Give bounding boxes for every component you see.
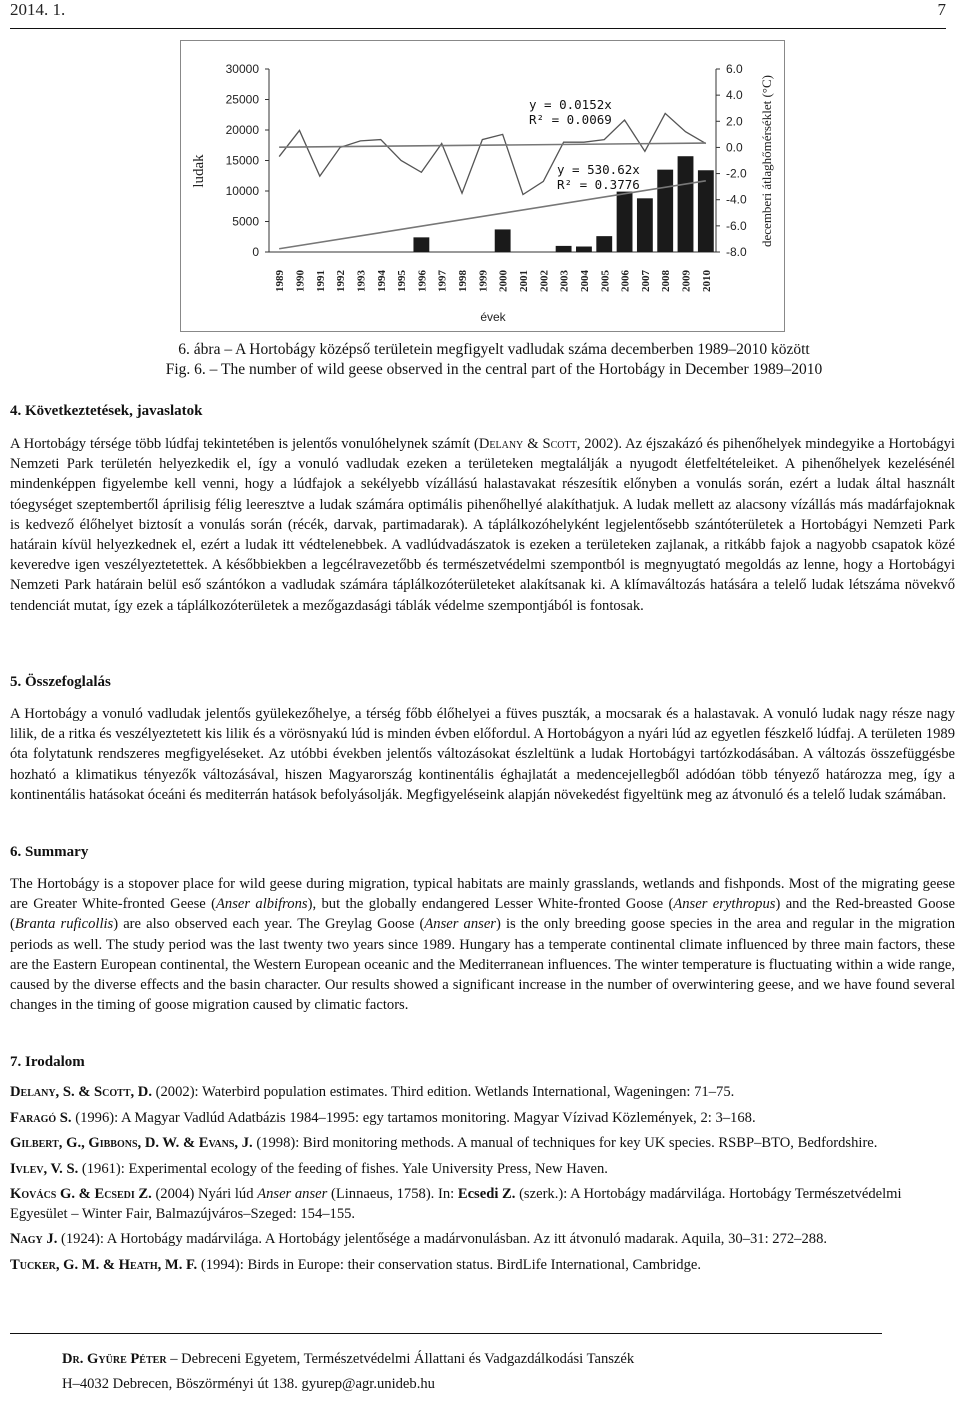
temperature-line [279,113,706,194]
y2-tick-label: 0.0 [726,140,743,155]
section-4-text [10,434,955,616]
bar [556,246,572,252]
x-tick-label: 2002 [538,270,551,292]
equation-temperature: y = 0.0152x [529,97,612,112]
reference-text: Anser anser [257,1186,328,1202]
x-tick-label: 2009 [680,270,693,292]
bar [637,198,653,252]
x-tick-label: 1990 [294,270,307,292]
s6-text-d: ) are also observed each year. The Greylag Goose ( [113,916,425,933]
s4-text-b: , 2002). Az éjszakázó és pihenőhelyek mindegyike a Hortobágyi Nemzeti Park területén helyezkedik el, így a vonuló vadludak ezeken a területeken megtalálják a nyugodt életfeltételeiket. A pihenőhelyek kezelésénél mindenképpen figyelembe kell venni, hogy a lúdfajok a sekélyebb vízállású halastavakat részesítik előnyben a vonulás során, ezért a ludak által használt tóegységet szeptembertől áprilisig félig leeresztve a ludak számára optimális pihenőhellyé alakíthatjuk. A ludak mellett az alacsony vízállás más madárfajoknak is kedvező élőhelyet biztosít a vonulás során (récék, darvak, partimadarak). A táplálkozóhelyként legjelentősebb szántóterületek a Hortobágyi Nemzeti Park határain kívül helyezkednek el, ezért a ludak itt védtelenebbek. A vadlúdvadászatok is ezeken a területeken zajlanak, a ritkább fajok a nagyobb csapatok közé keveredve igen veszélyeztetettek. A későbbiekben a legcélravezetőbb és természetvédelmi szempontból is megnyugtató megoldás az lenne, hogy a Hortobágyi Nemzeti Park határain belül eső szántókon a vadludak számára táplálkozóterületeket alakítsanak ki. A klímaváltozás hatására a telelő ludak létszáma növekvő tendenciát mutat, így ezek a táplálkozóterületek a mezőgazdasági táblák védelme szempontjából is fontosak. [10,436,955,614]
reference-author: Gilbert, G., Gibbons, D. W. & Evans, J. [10,1135,253,1151]
reference-text: (1994): Birds in Europe: their conservation status. BirdLife International, Cambridge. [197,1256,701,1273]
species-anser: Anser anser [424,916,496,933]
reference-text: (1924): A Hortobágy madárvilága. A Hortobágy jelentősége a madárvonulásban. Az itt átvonuló madarak. Aquila, 30–31: 272–288. [57,1231,828,1247]
reference-author: Tucker, G. M. & Heath, M. F. [10,1256,198,1273]
x-tick-label: 1999 [477,270,490,292]
x-tick-label: 1992 [335,270,348,292]
species-albifrons: Anser albifrons [215,896,308,913]
reference-item [10,1160,955,1180]
x-tick-label: 1993 [355,270,368,292]
reference-item [10,1109,955,1129]
reference-item [10,1083,955,1103]
y-tick-label: 0 [252,245,259,259]
cite-delany: Delany [478,436,524,452]
y2-tick-label: 2.0 [726,114,743,129]
x-tick-label: 1998 [457,270,470,292]
s6-text-a: The Hortobágy is a stopover place for wild geese during migration, typical habitats are mainly grasslands, wetlands and fishponds. Most of the migrating geese are Greater White-fronted Geese ( [10,876,955,913]
r2-temperature: R² = 0.0069 [529,112,612,127]
x-tick-label: 2010 [700,270,713,292]
reference-author: Nagy J. [10,1231,58,1247]
s6-text-b: ), but the globally endangered Lesser White-fronted Goose ( [307,896,674,913]
x-tick-label: 1991 [314,270,327,292]
reference-text: Ecsedi Z. [457,1186,516,1202]
y-tick-label: 25000 [225,92,259,107]
species-ruficollis: Branta ruficollis [14,916,114,933]
bar [413,237,429,252]
y2-tick-label: 6.0 [726,62,743,76]
y2-axis-label: decemberi átlaghőmérséklet (°C) [759,75,774,247]
reference-author: Delany, S. & Scott, D. [10,1084,152,1100]
x-axis-label: évek [480,310,506,324]
reference-text: (szerk.): A Hortobágy madárvilága. Hortobágy Természetvédelmi Egyesület – Winter Fair, Balmazújváros–Szeged: 154–155. [10,1186,902,1222]
section-5-title: 5. Összefoglalás [10,674,111,690]
y-tick-label: 15000 [225,153,259,168]
s4-text-a: A Hortobágy térsége több lúdfaj tekintetében is jelentős vonulóhelynek számít ( [10,436,479,452]
issue-date: 2014. 1. [10,0,66,19]
reference-text: (2002): Waterbird population estimates. Third edition. Wetlands International, Wageningen: 71–75. [152,1084,735,1100]
x-tick-label: 1996 [416,270,429,292]
y-tick-label: 5000 [232,214,259,229]
section-7-title: 7. Irodalom [10,1054,85,1070]
x-tick-label: 1989 [274,270,287,292]
reference-text: (1996): A Magyar Vadlúd Adatbázis 1984–1995: egy tartamos monitoring. Magyar Vízivad Közlemények, 2: 3–168. [71,1109,756,1126]
y2-tick-label: -4.0 [726,192,747,207]
y-tick-label: 20000 [225,123,259,137]
x-tick-label: 2000 [497,270,510,292]
bar [495,229,511,252]
x-tick-label: 2006 [619,270,632,292]
reference-text: (2004) Nyári lúd [151,1186,258,1202]
reference-item [10,1185,955,1224]
y-tick-label: 10000 [225,184,259,198]
author-name: Dr. Gyüre Péter [62,1351,167,1367]
reference-text: (1998): Bird monitoring methods. A manual of techniques for key UK species. RSBP–BTO, Bedfordshire. [252,1135,878,1151]
x-tick-label: 2005 [599,270,612,292]
figure-caption-en: Fig. 6. – The number of wild geese observed in the central part of the Hortobágy in December 1989–2010 [165,361,823,378]
y2-tick-label: 4.0 [726,88,743,103]
s5-text: A Hortobágy a vonuló vadludak jelentős gyülekezőhelye, a térség főbb élőhelyei a füves puszták, a mocsarak és a halastavak. A vonuló ludak nagy része nagy lilik, de a ritka és veszélyeztetett kis lilik és a vörösnyakú lúd is minden évben előfordul. A Hortobágyon a nyári lúd az egyetlen fészkelő lúdfaj. A területen 1989 óta folytatunk rendszeres megfigyeléseket. Az utóbbi években jelentős változásokat észleltünk a ludak Hortobágyi tartózkodásában. A változás összefüggésbe hozható a klimatikus tényezők változásával, hiszen Magyarország kontinentális éghajlatát a medencejellegből adódóan több tényező határozza meg, így a kontinentális hatásokat óceáni és mediterrán hatások befolyásolják. Megfigyeléseink alapján növekedést figyeltünk meg az átvonuló és a telelő ludak számában. [10,706,955,803]
author-address: H–4032 Debrecen, Böszörményi út 138. gyurep@agr.unideb.hu [62,1376,435,1392]
page-header [10,0,946,29]
x-tick-label: 2008 [660,270,673,292]
reference-item [10,1134,955,1154]
cite-amp: & [523,436,543,452]
reference-item [10,1256,955,1276]
x-tick-label: 2001 [517,270,530,292]
bar [617,192,633,252]
section-6-text [10,874,955,1015]
bar [698,170,714,252]
bar [678,156,694,252]
s6-text-c: ) and the Red-breasted Goose ( [10,896,956,933]
bar [657,170,673,252]
equation-geese: y = 530.62x [557,162,640,177]
reference-author: Ivlev, V. S. [10,1160,79,1177]
y2-tick-label: -2.0 [726,166,747,181]
y2-tick-label: -6.0 [726,218,747,233]
reference-text: (Linnaeus, 1758). In: [327,1186,458,1202]
footer-rule [10,1333,882,1334]
species-erythropus: Anser erythropus [673,896,776,913]
x-tick-label: 1994 [375,270,388,292]
r2-geese: R² = 0.3776 [557,177,640,192]
x-tick-label: 2007 [639,270,652,292]
author-affiliation [62,1351,634,1368]
reference-item [10,1230,955,1250]
x-tick-label: 2003 [558,270,571,292]
reference-author: Faragó S. [10,1109,72,1126]
reference-author: Kovács G. & Ecsedi Z. [10,1186,152,1202]
bar [596,236,612,252]
reference-list [10,1083,955,1281]
x-tick-label: 2004 [578,270,591,292]
s6-text-e: ) is the only breeding goose species in the area and regular in the migration periods as well. The study period was the last twenty two years since 1989. Hungary has a temperate continental climate influenced by three main factors, these are the Eastern European continental, the Western European oceanic and the Mediterranean influences. The winter temperature is fluctuating within a wide range, caused by the diverse effects and the basin character. Our results showed a significant increase in the number of overwintering geese, and we have found several changes in the timing of goose migration caused by climatic factors. [10,916,955,1014]
chart-svg [181,41,784,331]
y-axis-label: ludak [191,154,207,188]
reference-text: (1961): Experimental ecology of the feeding of fishes. Yale University Press, New Haven. [78,1160,608,1177]
y2-tick-label: -8.0 [726,245,747,259]
bar [576,247,592,252]
geese-chart [180,40,785,332]
page-number: 7 [937,0,946,19]
section-5-text [10,704,955,805]
y-tick-label: 30000 [225,62,259,76]
section-6-title: 6. Summary [10,844,89,860]
affiliation-text: – Debreceni Egyetem, Természetvédelmi Állattani és Vadgazdálkodási Tanszék [166,1351,635,1367]
section-4-title: 4. Következtetések, javaslatok [10,403,203,419]
x-tick-label: 1997 [436,270,449,292]
x-tick-label: 1995 [396,270,409,292]
cite-scott: Scott [542,436,577,452]
figure-caption-hu: 6. ábra – A Hortobágy középső területein megfigyelt vadludak száma decemberben 1989–2010 között [178,341,810,358]
